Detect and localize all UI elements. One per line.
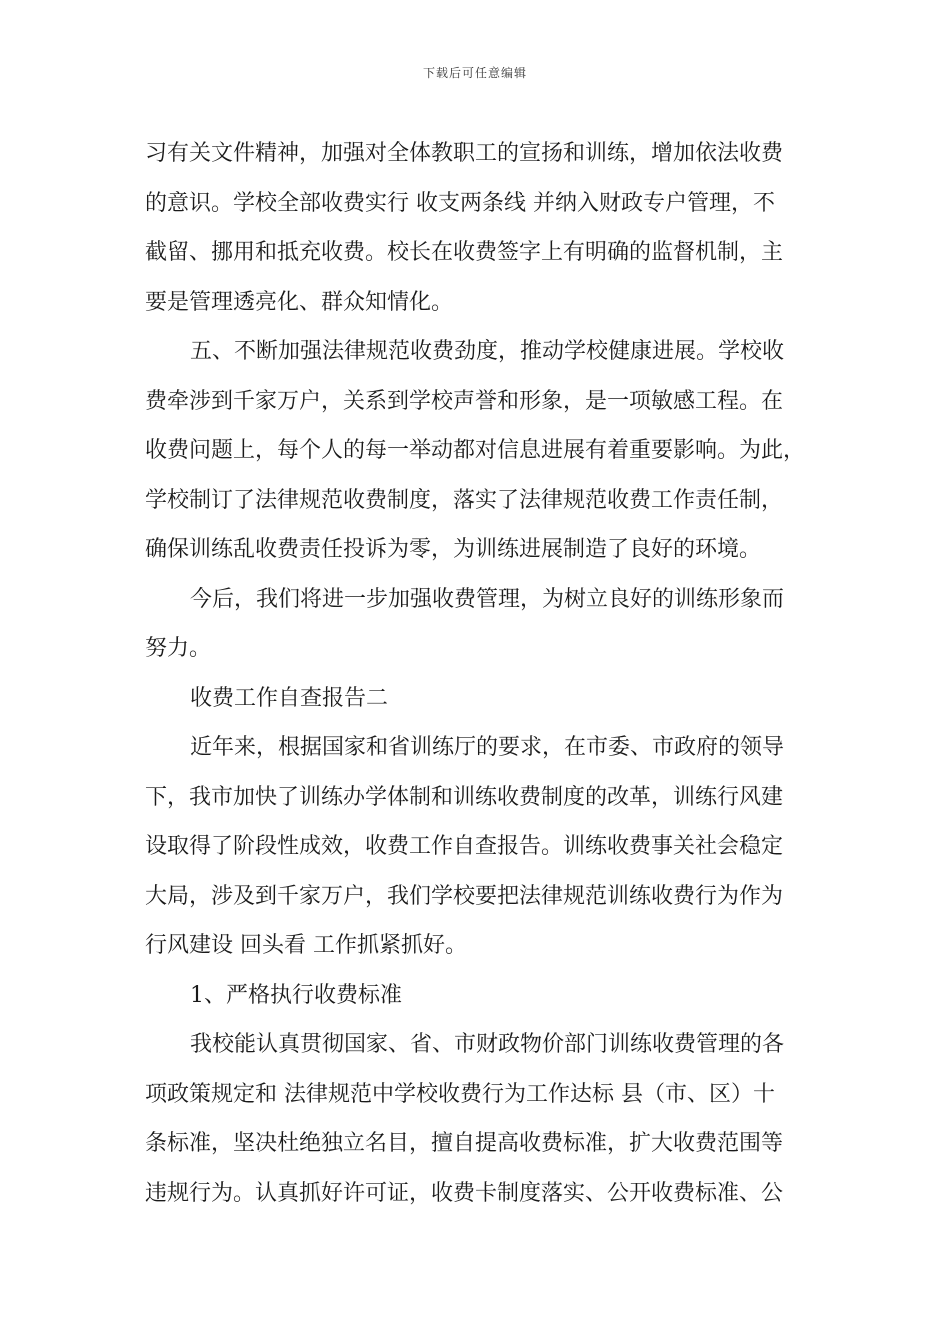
text-line: 项政策规定和 法律规范中学校收费行为工作达标 县（市、区）十 [145, 1081, 775, 1107]
subsection-heading: 1、严格执行收费标准 [190, 982, 402, 1008]
text-line: 确保训练乱收费责任投诉为零，为训练进展制造了良好的环境。 [145, 537, 762, 562]
document-body [145, 129, 817, 1218]
text-line: 大局，涉及到千家万户，我们学校要把法律规范训练收费行为作为 [145, 883, 784, 909]
paragraph-start-line: 近年来，根据国家和省训练厅的要求，在市委、市政府的领导 [190, 735, 785, 760]
text-line: 学校制订了法律规范收费制度，落实了法律规范收费工作责任制， [145, 487, 784, 513]
page-header: 下载后可任意编辑 [422, 66, 527, 80]
text-line: 违规行为。认真抓好许可证，收费卡制度落实、公开收费标准、公 [145, 1180, 784, 1206]
paragraph-start-line: 我校能认真贯彻国家、省、市财政物价部门训练收费管理的各 [190, 1032, 785, 1057]
paragraph-start-line: 五、不断加强法律规范收费劲度，推动学校健康进展。学校收 [190, 339, 785, 364]
section-heading: 收费工作自查报告二 [190, 685, 389, 711]
text-line: 行风建设 回头看 工作抓紧抓好。 [145, 933, 467, 958]
text-line: 设取得了阶段性成效，收费工作自查报告。训练收费事关社会稳定 [145, 834, 784, 859]
text-line: 收费问题上，每个人的每一举动都对信息进展有着重要影响。为此， [145, 438, 806, 463]
text-line: 努力。 [145, 636, 212, 661]
text-line: 条标准，坚决杜绝独立名目，擅自提高收费标准，扩大收费范围等 [145, 1131, 784, 1156]
text-line: 截留、挪用和抵充收费。校长在收费签字上有明确的监督机制，主 [145, 240, 784, 265]
text-line: 下，我市加快了训练办学体制和训练收费制度的改革，训练行风建 [145, 784, 784, 810]
text-line: 费牵涉到千家万户，关系到学校声誉和形象，是一项敏感工程。在 [145, 388, 784, 414]
text-line: 要是管理透亮化、群众知情化。 [145, 289, 454, 315]
text-line: 习有关文件精神，加强对全体教职工的宣扬和训练，增加依法收费 [145, 141, 784, 166]
text-line: 的意识。学校全部收费实行 收支两条线 并纳入财政专户管理，不 [145, 190, 775, 216]
paragraph-start-line: 今后，我们将进一步加强收费管理，为树立良好的训练形象而 [190, 586, 785, 612]
